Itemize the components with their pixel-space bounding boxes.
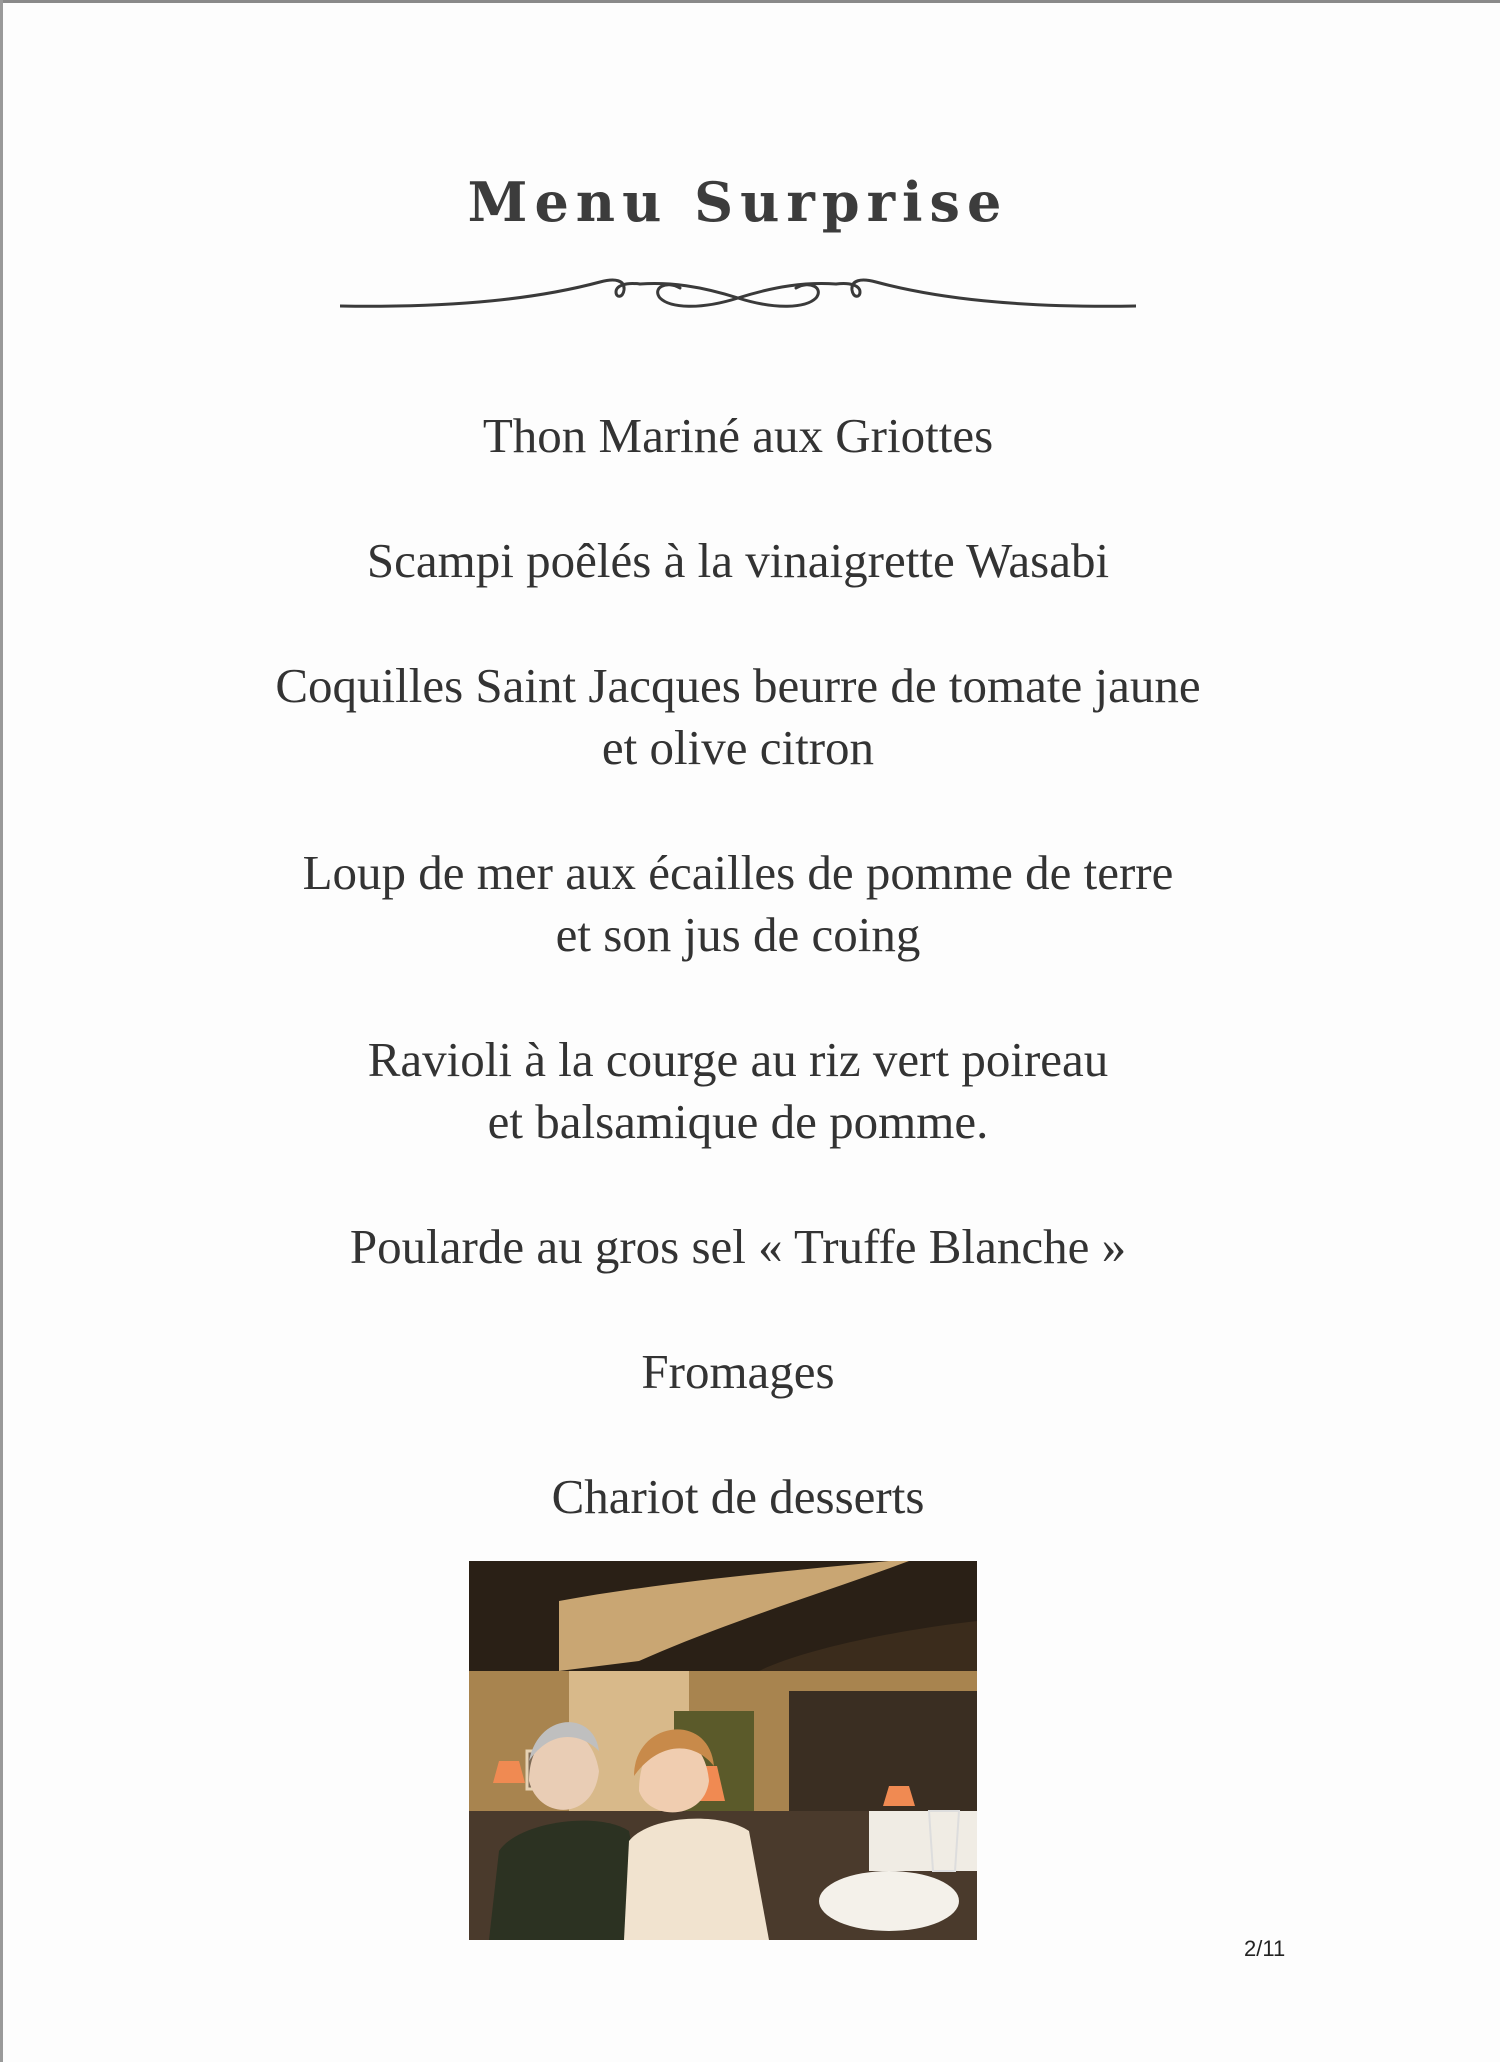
course-list: [0, 405, 1476, 1591]
course-line: Loup de mer aux écailles de pomme de terre: [302, 845, 1174, 900]
course-line: et olive citron: [601, 720, 875, 775]
flourish-divider: [340, 268, 1136, 318]
course-line: Coquilles Saint Jacques beurre de tomate jaune: [275, 658, 1201, 713]
page-number: 2/11: [1244, 1936, 1286, 1961]
course-line: et son jus de coing: [555, 907, 921, 962]
course-item: [0, 1216, 1476, 1278]
course-line: Ravioli à la courge au riz vert poireau: [367, 1032, 1109, 1087]
course-item: [0, 530, 1476, 592]
course-item: [0, 1029, 1476, 1153]
course-item: [0, 655, 1476, 779]
course-item: [0, 1341, 1476, 1403]
course-line: Chariot de desserts: [551, 1469, 925, 1524]
course-line: Fromages: [641, 1344, 835, 1399]
page-title: Menu Surprise: [467, 170, 1009, 234]
scan-edge-top: [0, 0, 1500, 3]
course-line: et balsamique de pomme.: [487, 1094, 989, 1149]
course-item: [0, 405, 1476, 467]
course-line: Thon Mariné aux Griottes: [482, 408, 994, 463]
course-item: [0, 1466, 1476, 1528]
course-line: Scampi poêlés à la vinaigrette Wasabi: [366, 533, 1110, 588]
course-line: Poularde au gros sel « Truffe Blanche »: [349, 1219, 1127, 1274]
restaurant-photo: [469, 1561, 977, 1940]
course-item: [0, 842, 1476, 966]
